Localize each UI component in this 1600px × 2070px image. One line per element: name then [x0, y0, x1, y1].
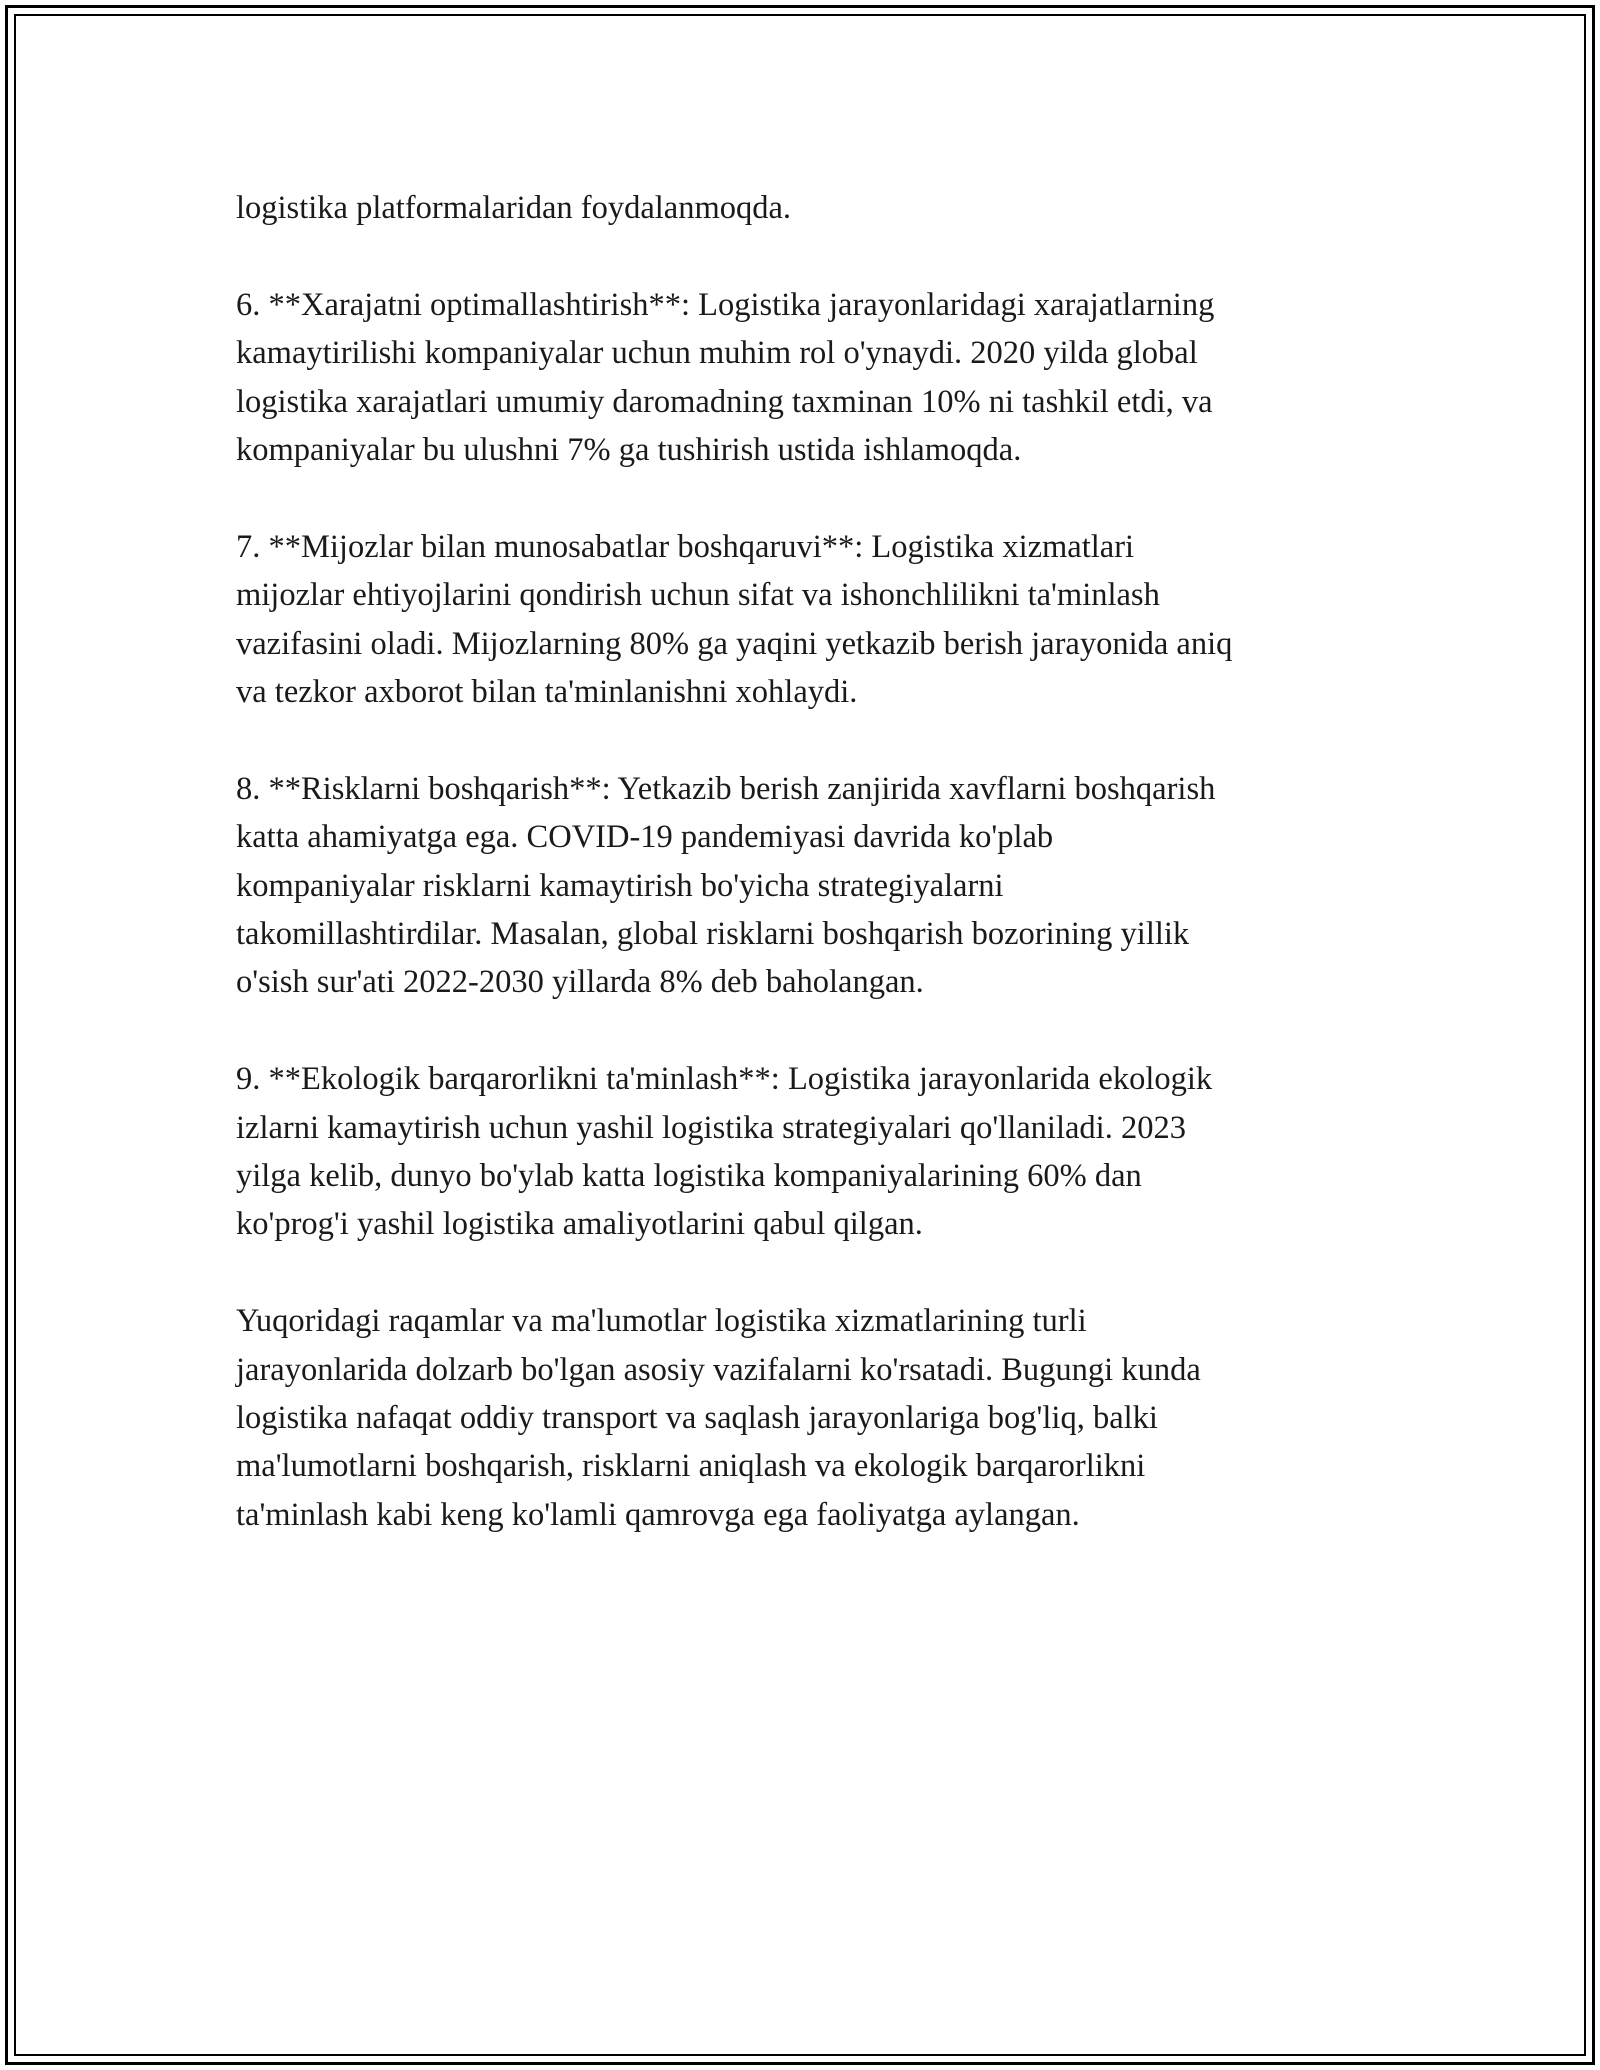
- paragraph-customer-relations: [236, 523, 1366, 717]
- text-line: jarayonlarida dolzarb bo'lgan asosiy vazifalarni ko'rsatadi. Bugungi kunda: [236, 1351, 1201, 1388]
- text-line: 8. **Risklarni boshqarish**: Yetkazib berish zanjirida xavflarni boshqarish: [236, 770, 1216, 807]
- text-line: kompaniyalar bu ulushni 7% ga tushirish ustida ishlamoqda.: [236, 432, 1022, 469]
- paragraph-risk-management: [236, 765, 1366, 1007]
- text-line: va tezkor axborot bilan ta'minlanishni xohlaydi.: [236, 674, 858, 711]
- text-line: takomillashtirdilar. Masalan, global risklarni boshqarish bozorining yillik: [236, 916, 1190, 953]
- text-line: 7. **Mijozlar bilan munosabatlar boshqaruvi**: Logistika xizmatlari: [236, 528, 1135, 565]
- text-line: logistika xarajatlari umumiy daromadning taxminan 10% ni tashkil etdi, va: [236, 383, 1213, 420]
- text-line: ta'minlash kabi keng ko'lamli qamrovga ega faoliyatga aylangan.: [236, 1496, 1080, 1533]
- text-line: logistika nafaqat oddiy transport va saqlash jarayonlariga bog'liq, balki: [236, 1400, 1158, 1437]
- document-body: [236, 184, 1366, 1539]
- text-line: logistika platformalaridan foydalanmoqda.: [236, 190, 792, 226]
- text-line: 9. **Ekologik barqarorlikni ta'minlash**: Logistika jarayonlarida ekologik: [236, 1061, 1213, 1098]
- paragraph-cost-optimization: [236, 281, 1366, 475]
- text-line: 6. **Xarajatni optimallashtirish**: Logistika jarayonlaridagi xarajatlarning: [236, 286, 1215, 323]
- text-line: katta ahamiyatga ega. COVID-19 pandemiyasi davrida ko'plab: [236, 819, 1054, 856]
- text-line: Yuqoridagi raqamlar va ma'lumotlar logistika xizmatlarining turli: [236, 1303, 1087, 1340]
- paragraph-continuation: [236, 184, 1366, 232]
- text-line: vazifasini oladi. Mijozlarning 80% ga yaqini yetkazib berish jarayonida aniq: [236, 625, 1233, 662]
- text-line: izlarni kamaytirish uchun yashil logistika strategiyalari qo'llaniladi. 2023: [236, 1109, 1186, 1146]
- text-line: ko'prog'i yashil logistika amaliyotlarini qabul qilgan.: [236, 1206, 923, 1243]
- text-line: mijozlar ehtiyojlarini qondirish uchun sifat va ishonchlilikni ta'minlash: [236, 577, 1160, 614]
- text-line: yilga kelib, dunyo bo'ylab katta logistika kompaniyalarining 60% dan: [236, 1158, 1142, 1195]
- text-line: kompaniyalar risklarni kamaytirish bo'yicha strategiyalarni: [236, 867, 1004, 904]
- text-line: kamaytirilishi kompaniyalar uchun muhim rol o'ynaydi. 2020 yilda global: [236, 335, 1198, 372]
- text-line: o'sish sur'ati 2022-2030 yillarda 8% deb baholangan.: [236, 964, 924, 1001]
- paragraph-ecological-sustainability: [236, 1055, 1366, 1249]
- text-line: ma'lumotlarni boshqarish, risklarni aniqlash va ekologik barqarorlikni: [236, 1448, 1146, 1485]
- paragraph-conclusion: [236, 1297, 1366, 1539]
